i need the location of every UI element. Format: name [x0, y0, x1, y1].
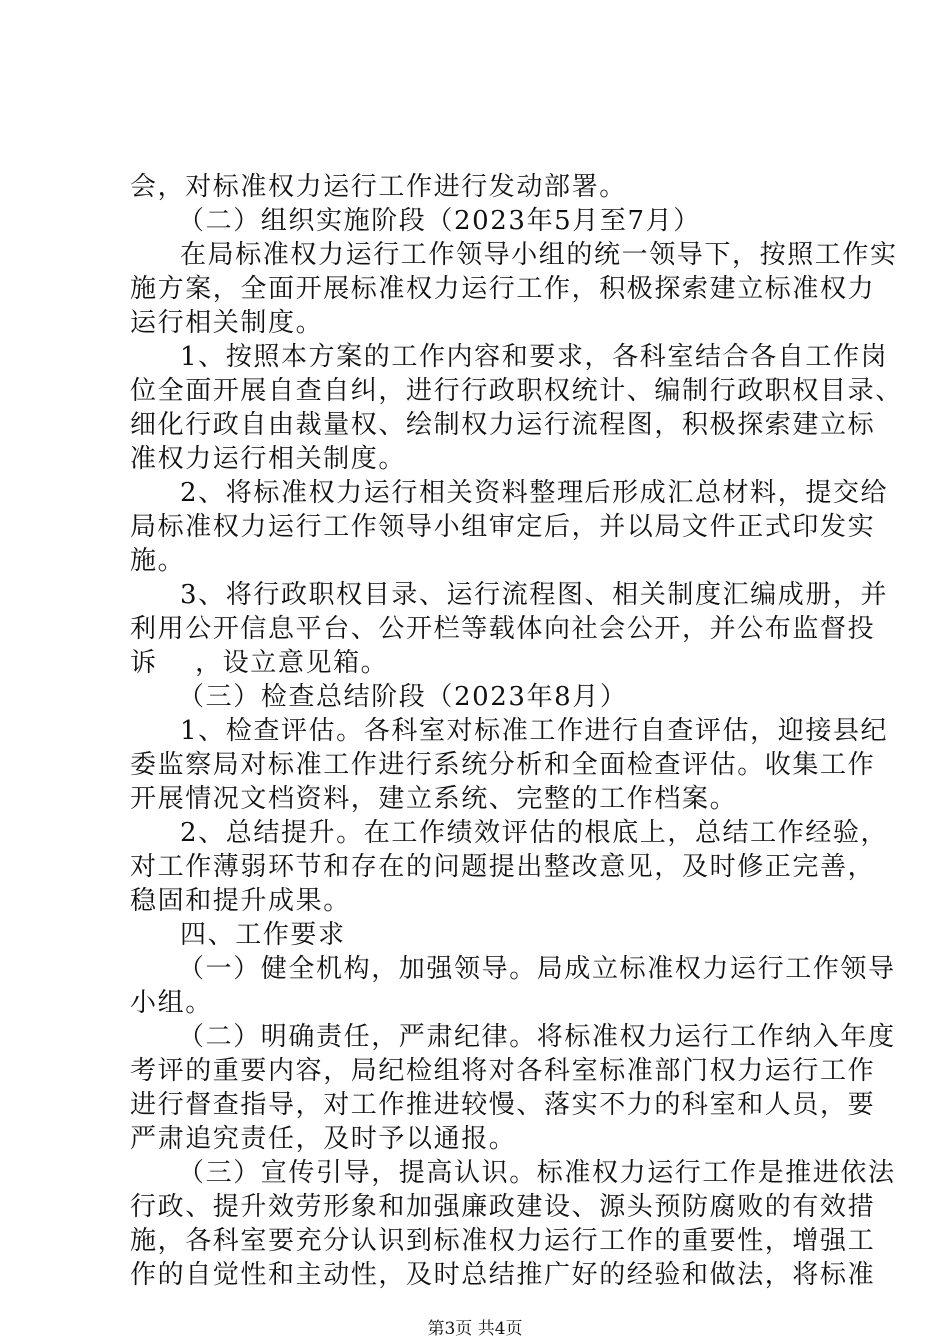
- text-line: 会，对标准权力运行工作进行发动部署。: [130, 172, 627, 202]
- text-line: 2、总结提升。在工作绩效评估的根底上，总结工作经验，: [180, 818, 889, 848]
- text-line: 局标准权力运行工作领导小组审定后，并以局文件正式印发实: [130, 512, 876, 542]
- text-line: 施。: [130, 546, 186, 576]
- text-line: （二）明确责任，严肃纪律。将标准权力运行工作纳入年度: [178, 1022, 896, 1052]
- text-line: 细化行政自由裁量权、绘制权力运行流程图，积极探索建立标: [130, 410, 876, 440]
- text-line: 1、按照本方案的工作内容和要求，各科室结合各自工作岗: [180, 342, 889, 372]
- text-line: 考评的重要内容，局纪检组将对各科室标准部门权力运行工作: [130, 1056, 876, 1086]
- section-heading: 四、工作要求: [180, 920, 346, 950]
- text-line: 作的自觉性和主动性，及时总结推广好的经验和做法，将标准: [130, 1260, 876, 1290]
- text-line: （一）健全机构，加强领导。局成立标准权力运行工作领导: [178, 954, 896, 984]
- text-line: 对工作薄弱环节和存在的问题提出整改意见，及时修正完善，: [130, 852, 876, 882]
- text-line: 严肃追究责任，及时予以通报。: [130, 1124, 517, 1154]
- text-line: 在局标准权力运行工作领导小组的统一领导下，按照工作实: [180, 240, 898, 270]
- text-line: 准权力运行相关制度。: [130, 444, 407, 474]
- section-heading: （二）组织实施阶段（2023年5月至7月）: [178, 206, 701, 236]
- text-line: 开展情况文档资料，建立系统、完整的工作档案。: [130, 784, 738, 814]
- text-line: 诉 ，设立意见箱。: [130, 648, 389, 678]
- section-heading: （三）检查总结阶段（2023年8月）: [178, 682, 628, 712]
- text-line: 运行相关制度。: [130, 308, 324, 338]
- page-number: 第3页 共4页: [427, 1319, 523, 1339]
- text-line: 施方案，全面开展标准权力运行工作，积极探索建立标准权力: [130, 274, 876, 304]
- text-line: 2、将标准权力运行相关资料整理后形成汇总材料，提交给: [180, 478, 889, 508]
- text-line: （三）宣传引导，提高认识。标准权力运行工作是推进依法: [178, 1158, 896, 1188]
- text-line: 行政、提升效劳形象和加强廉政建设、源头预防腐败的有效措: [130, 1192, 876, 1222]
- text-line: 小组。: [130, 988, 213, 1018]
- text-line: 位全面开展自查自纠，进行行政职权统计、编制行政职权目录、: [130, 376, 903, 406]
- text-line: 委监察局对标准工作进行系统分析和全面检查评估。收集工作: [130, 750, 876, 780]
- text-line: 稳固和提升成果。: [130, 886, 351, 916]
- text-line: 施，各科室要充分认识到标准权力运行工作的重要性，增强工: [130, 1226, 876, 1256]
- text-line: 1、检查评估。各科室对标准工作进行自查评估，迎接县纪: [180, 716, 889, 746]
- text-line: 3、将行政职权目录、运行流程图、相关制度汇编成册，并: [180, 580, 889, 610]
- text-line: 利用公开信息平台、公开栏等载体向社会公开，并公布监督投: [130, 614, 876, 644]
- text-line: 进行督查指导，对工作推进较慢、落实不力的科室和人员，要: [130, 1090, 876, 1120]
